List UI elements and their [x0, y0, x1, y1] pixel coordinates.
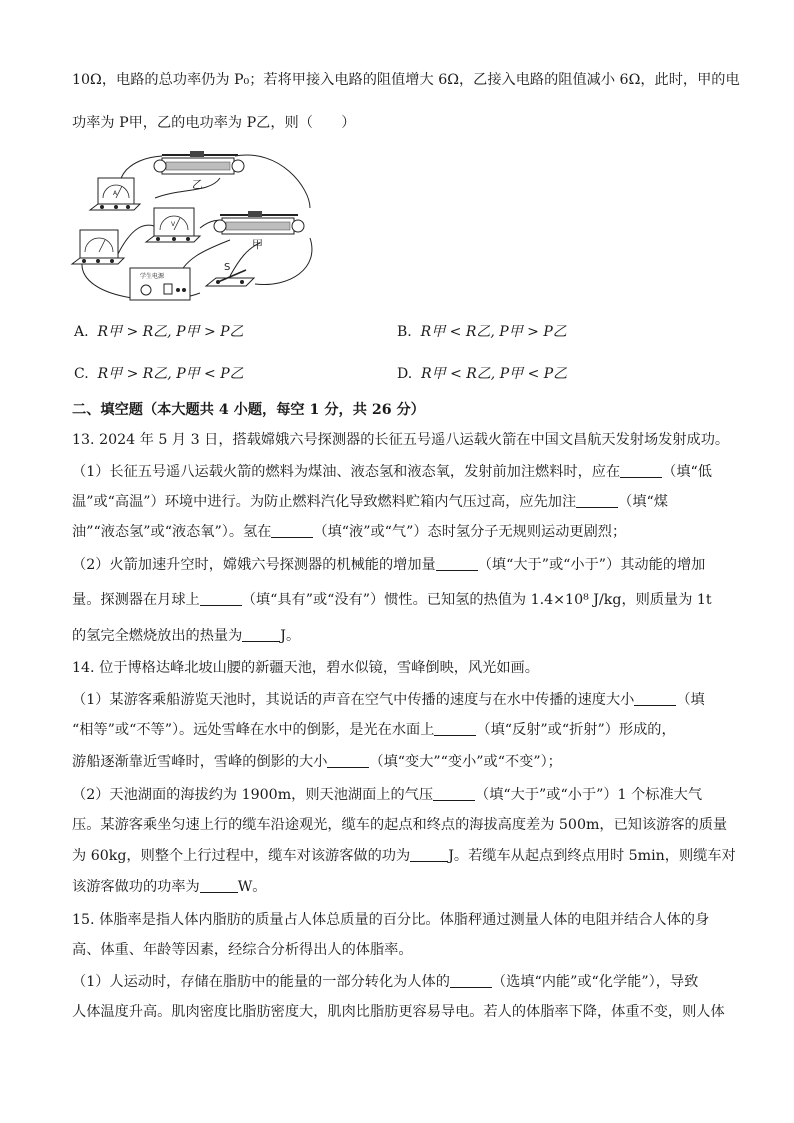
rheostat-jia — [214, 211, 304, 251]
q13-part2-line3: 的氢完全燃烧放出的热量为 J。 — [72, 628, 301, 644]
q13-part1-line1: （1）长征五号遥八运载火箭的燃料为煤油、液态氢和液态氧，发射前加注燃料时，应在 （填“低 — [72, 464, 712, 480]
q13-part1-line3: 油”“液态氢”或“液态氧”）。氢在 （填“液”或“气”）态时氢分子无规则运动更剧烈； — [72, 524, 627, 540]
svg-text:学生电源: 学生电源 — [140, 273, 165, 280]
q15-part1-line1: （1）人运动时，存储在脂肪中的能量的一部分转化为人体的 （选填“内能”或“化学能”），导致 — [72, 974, 699, 990]
option-c: C. R甲 > R乙, P甲 < P乙 — [74, 366, 244, 382]
q13-part2-line2: 量。探测器在月球上 （填“具有”或“没有”）惯性。已知氢的热值为 1.4×10⁸ J/kg，则质量为 1t — [72, 592, 712, 608]
q14-part2-line3: 为 60kg，则整个上行过程中，缆车对该游客做的功为 J。若缆车从起点到终点用时 5min，则缆车对 — [72, 848, 736, 864]
q14-part1-line1: （1）某游客乘船游览天池时，其说话的声音在空气中传播的速度与在水中传播的速度大小 （填 — [72, 692, 705, 708]
wire — [235, 155, 310, 208]
option-d: D. R甲 < R乙, P甲 < P乙 — [397, 366, 568, 382]
wire — [255, 238, 312, 285]
switch-s — [206, 262, 254, 286]
meter-left — [72, 230, 124, 264]
q13-part1-line2: 温”或“高温”）环境中进行。为防止燃料汽化导致燃料贮箱内气压过高，应先加注 （填“煤 — [72, 494, 668, 510]
q14-part1-line3: 游船逐渐靠近雪峰时，雪峰的倒影的大小 （填“变大”“变小”或“不变”）； — [72, 754, 562, 770]
q14-part2-line2: 压。某游客乘坐匀速上行的缆车沿途观光，缆车的起点和终点的海拔高度差为 500m，已知该游客的质量 — [72, 817, 728, 833]
circuit-diagram — [70, 148, 320, 308]
q15-part1-line2: 人体温度升高。肌肉密度比脂肪密度大，肌肉比脂肪更容易导电。若人的体脂率下降，体重不变，则人体 — [72, 1004, 725, 1020]
option-b: B. R甲 < R乙, P甲 > P乙 — [397, 324, 567, 340]
label-yi: 乙 — [192, 178, 203, 191]
q13-part2-line1: （2）火箭加速升空时，嫦娥六号探测器的机械能的增加量 （填“大于”或“小于”）其动能的增加 — [72, 557, 706, 573]
q14-part2-line1: （2）天池湖面的海拔约为 1900m，则天池湖面上的气压 （填“大于”或“小于”）1 个标准大气 — [72, 787, 703, 803]
q15-stem-line1: 15. 体脂率是指人体内脂肪的质量占人体总质量的百分比。体脂秤通过测量人体的电阻并结合人体的身 — [72, 912, 710, 928]
q14-stem: 14. 位于博格达峰北坡山腰的新疆天池，碧水似镜，雪峰倒映，风光如画。 — [72, 660, 539, 676]
ammeter — [90, 178, 140, 210]
wire — [155, 178, 220, 198]
q14-part1-line2: “相等”或“不等”）。远处雪峰在水中的倒影，是光在水面上 （填“反射”或“折射”）形成的， — [72, 722, 676, 738]
q13-stem: 13. 2024 年 5 月 3 日，搭载嫦娥六号探测器的长征五号遥八运载火箭在中国文昌航天发射场发射成功。 — [72, 432, 730, 448]
q15-stem-line2: 高、体重、年龄等因素，经综合分析得出人的体脂率。 — [72, 942, 413, 958]
svg-text:V: V — [171, 221, 176, 228]
label-jia: 甲 — [252, 238, 263, 251]
question-12-continuation: 10Ω，电路的总功率仍为 P₀；若将甲接入电路的阻值增大 6Ω，乙接入电路的阻值减小 6Ω，此时，甲的电 — [72, 72, 740, 88]
q14-part2-line4: 该游客做功的功率为 W。 — [72, 879, 267, 895]
label-switch: S — [224, 262, 231, 273]
rheostat-yi — [154, 151, 244, 191]
svg-text:A: A — [113, 190, 118, 197]
power-supply — [130, 268, 190, 300]
section-title: 二、填空题（本大题共 4 小题，每空 1 分，共 26 分） — [72, 402, 425, 418]
voltmeter — [146, 208, 200, 242]
question-12-prompt: 功率为 P甲，乙的电功率为 P乙，则（ ） — [72, 115, 356, 131]
option-a: A. R甲 > R乙, P甲 > P乙 — [74, 324, 244, 340]
